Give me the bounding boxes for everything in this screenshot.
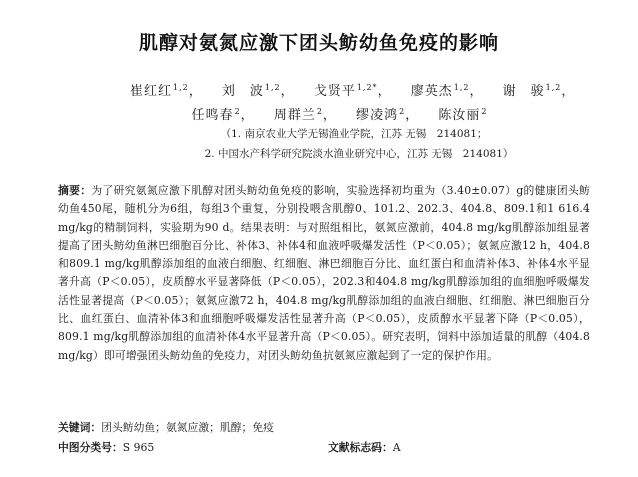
abstract-text: 为了研究氨氮应激下肌醇对团头鲂幼鱼免疫的影响，实验选择初均重为（3.40±0.07）g的健康团头鲂幼鱼450尾，随机分为6组，每组3个重复，分别投喂含肌醇0、101.2、202.3、404.8、809.1和1 616.4 mg/kg的精制饲料，实验期为90 d。结果表明：与对照组相比，氨氮应激前，404.8 mg/kg肌醇添加组显著提高了团头鲂幼鱼淋巴细胞百分比、补体3、补体4和血液呼吸爆发活性（P＜0.05）；氨氮应激12 h，404.8和809.1 mg/kg肌醇添加组的血液白细胞、红细胞、淋巴细胞百分比、血红蛋白和血清补体3、补体4水平显著升高（P＜0.05），皮质醇水平显著降低（P＜0.05），202.3和404.8 mg/kg肌醇添加组的血细胞呼吸爆发活性显著提高（P＜0.05）；氨氮应激72 h，404.8 mg/kg肌醇添加组的血液白细胞、红细胞、淋巴细胞百分比、血红蛋白、血清补体3和血细胞呼吸爆发活性显著升高（P＜0.05），皮质醇水平显著下降（P＜0.05），809.1 mg/kg肌醇添加组的血清补体4水平显著升高（P＜0.05）。研究表明，饲料中添加适量的肌醇（404.8 mg/kg）即可增强团头鲂幼鱼的免疫力，对团头鲂幼鱼抗氨氮应激起到了一定的保护作用。 (58, 184, 590, 362)
document-code (328, 440, 401, 455)
abstract (58, 182, 590, 365)
author: 谢 骏$^{1,2}$， (502, 82, 576, 99)
author: 周群兰$^2$， (273, 106, 337, 123)
keywords (58, 420, 590, 435)
classification-row (58, 440, 590, 455)
document-code-label: 文献标志码： (328, 441, 393, 454)
author: 刘 波$^{1,2}$， (221, 82, 295, 99)
author: 缪凌鸿$^2$， (356, 106, 420, 123)
keywords-text: 团头鲂幼鱼；氨氮应激；肌醇；免疫 (101, 421, 274, 434)
classification-label: 中图分类号： (58, 441, 123, 454)
abstract-label: 摘要： (58, 184, 92, 197)
classification-value: S 965 (122, 441, 155, 454)
author: 廖英杰$^{1,2}$， (410, 82, 484, 99)
paper-title: 肌醇对氨氮应激下团头鲂幼鱼免疫的影响 (138, 32, 499, 54)
affiliation-2: 2. 中国水产科学研究院淡水渔业研究中心，江苏 无锡 214081） (204, 148, 514, 160)
author: 陈汝丽$^2$ (438, 106, 488, 123)
document-code-value: A (392, 441, 401, 454)
author: 任鸣春$^2$， (191, 106, 255, 123)
author-line-2 (175, 104, 518, 123)
author-line-1 (130, 80, 576, 99)
author: 戈贤平$^{1,2*}$， (313, 82, 392, 99)
keywords-label: 关键词： (58, 421, 102, 434)
affiliation-1: （1. 南京农业大学无锡渔业学院，江苏 无锡 214081； (220, 128, 488, 140)
author: 崔红红$^{1,2}$， (130, 82, 203, 99)
